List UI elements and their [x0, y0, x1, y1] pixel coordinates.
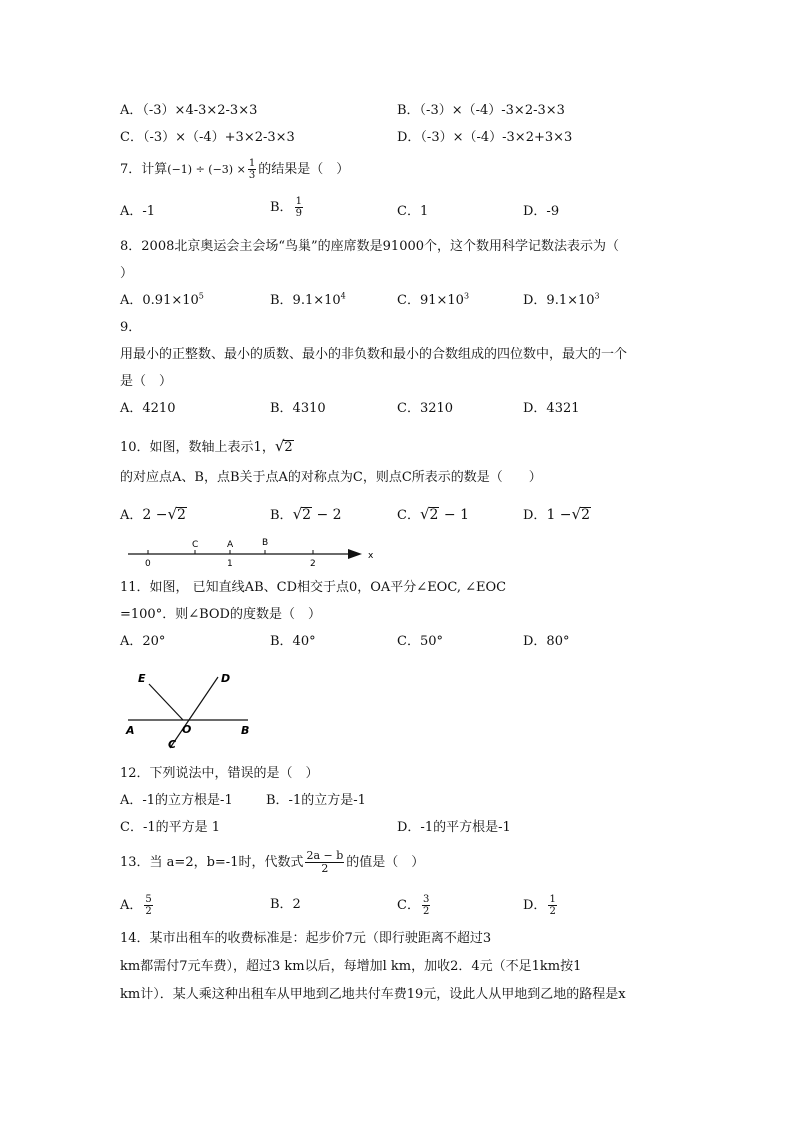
q12-option-b: B．-1的立方是-1	[266, 793, 366, 808]
label-b: B	[241, 724, 250, 737]
angle-figure	[120, 668, 260, 754]
q10-stem-line1: 10．如图，数轴上表示1，√2	[120, 437, 293, 455]
tick-label-2: 2	[310, 559, 316, 569]
q10-option-d: D．1 −√2	[523, 505, 591, 523]
q9-stem-line1: 用最小的正整数、最小的质数、最小的非负数和最小的合数组成的四位数中，最大的一个	[120, 347, 628, 362]
q13-option-a: A． $\frac{5}{2}$	[120, 894, 152, 917]
q11-option-d: D．80°	[523, 634, 570, 649]
q6-option-b: B．（-3）×（-4）-3×2-3×3	[397, 103, 565, 118]
point-label-a: A	[227, 540, 234, 550]
q7-option-a: A．-1	[120, 204, 156, 219]
q13-option-d: D． $\frac{1}{2}$	[523, 894, 556, 917]
q14-stem-line2: km都需付7元车费），超过3 km以后，每增加l km，加收2．4元（不足1km按1	[120, 959, 582, 974]
q9-option-c: C．3210	[397, 401, 454, 416]
q8-stem-line2: ）	[120, 266, 134, 281]
q10-option-b: B．√2 − 2	[270, 505, 342, 523]
q7-suffix: 的结果是（ ）	[258, 162, 350, 177]
q11-option-c: C．50°	[397, 634, 443, 649]
q8-option-a: A．$0.91\times 10^5$	[120, 291, 204, 308]
q9-number: 9．	[120, 320, 142, 335]
q13-option-b: B．2	[270, 897, 301, 912]
label-o: O	[182, 723, 192, 736]
q13-expression-fraction: $\frac{2a - b}{2}$	[306, 849, 344, 875]
q7-fraction: $\frac{1}{3}$	[248, 158, 256, 181]
q8-stem-line1: 8．2008北京奥运会主会场“鸟巢”的座席数是91000个，这个数用科学记数法表示为（	[120, 239, 620, 254]
q12-option-a: A．-1的立方根是-1	[120, 793, 233, 808]
label-a: A	[126, 724, 135, 737]
q7-stem	[120, 158, 349, 181]
q6-option-c: C．（-3）×（-4）+3×2-3×3	[120, 130, 295, 145]
q11-stem-line1: 11．如图， 已知直线AB、CD相交于点0，OA平分∠EOC, ∠EOC	[120, 580, 507, 595]
q9-option-d: D．4321	[523, 401, 580, 416]
point-label-b: B	[262, 538, 269, 548]
q7-option-b: B． $\frac{1}{9}$	[270, 196, 302, 219]
q7-expression: (−1) ÷ (−3) ×	[167, 163, 246, 176]
line-cd	[170, 677, 218, 748]
q14-stem-line3: km计）．某人乘这种出租车从甲地到乙地共付车费19元，设此人从甲地到乙地的路程是x	[120, 987, 626, 1002]
label-e: E	[138, 672, 146, 685]
tick-label-0: 0	[145, 559, 151, 569]
number-line-arrow	[348, 549, 362, 559]
q7-prefix: 7．计算	[120, 162, 168, 177]
q9-option-a: A．4210	[120, 401, 176, 416]
q14-stem-line1: 14．某市出租车的收费标准是：起步价7元（即行驶距离不超过3	[120, 931, 492, 946]
q11-stem-line2: =100°．则∠BOD的度数是（ ）	[120, 607, 321, 622]
number-line-figure	[128, 536, 378, 570]
q6-option-a: A．（-3）×4-3×2-3×3	[120, 103, 258, 118]
label-d: D	[221, 672, 231, 685]
q8-option-c: C．$91\times 10^3$	[397, 291, 470, 308]
q10-sqrt-2: 2	[284, 440, 293, 455]
q11-option-a: A．20°	[120, 634, 166, 649]
q12-option-d: D．-1的平方根是-1	[397, 820, 511, 835]
q8-option-d: D．$9.1\times 10^3$	[523, 291, 600, 308]
q11-option-b: B．40°	[270, 634, 316, 649]
q8-option-b: B．$9.1\times 10^4$	[270, 291, 346, 308]
axis-label-x: x	[368, 551, 374, 561]
q7-option-c: C．1	[397, 204, 429, 219]
q9-option-b: B．4310	[270, 401, 326, 416]
q12-stem: 12．下列说法中，错误的是（ ）	[120, 766, 319, 781]
q7-option-d: D．-9	[523, 204, 560, 219]
q7-option-b-fraction: $\frac{1}{9}$	[295, 196, 302, 219]
label-c: C	[168, 738, 177, 751]
q10-option-c: C．√2 − 1	[397, 505, 469, 523]
tick-label-1: 1	[227, 559, 233, 569]
point-label-c: C	[192, 540, 199, 550]
ray-oe	[149, 684, 183, 720]
q6-option-d: D．（-3）×（-4）-3×2+3×3	[397, 130, 573, 145]
q10-stem-line2: 的对应点A、B，点B关于点A的对称点为C，则点C所表示的数是（ ）	[120, 470, 542, 485]
q9-stem-line2: 是（ ）	[120, 374, 173, 389]
q13-stem: 13．当 a=2，b=-1时，代数式 $\frac{2a - b}{2}$ 的值是（ ）	[120, 849, 425, 875]
q10-option-a: A．2 −√2	[120, 505, 186, 523]
q12-option-c: C．-1的平方是 1	[120, 820, 221, 835]
q13-option-c: C． $\frac{3}{2}$	[397, 894, 430, 917]
